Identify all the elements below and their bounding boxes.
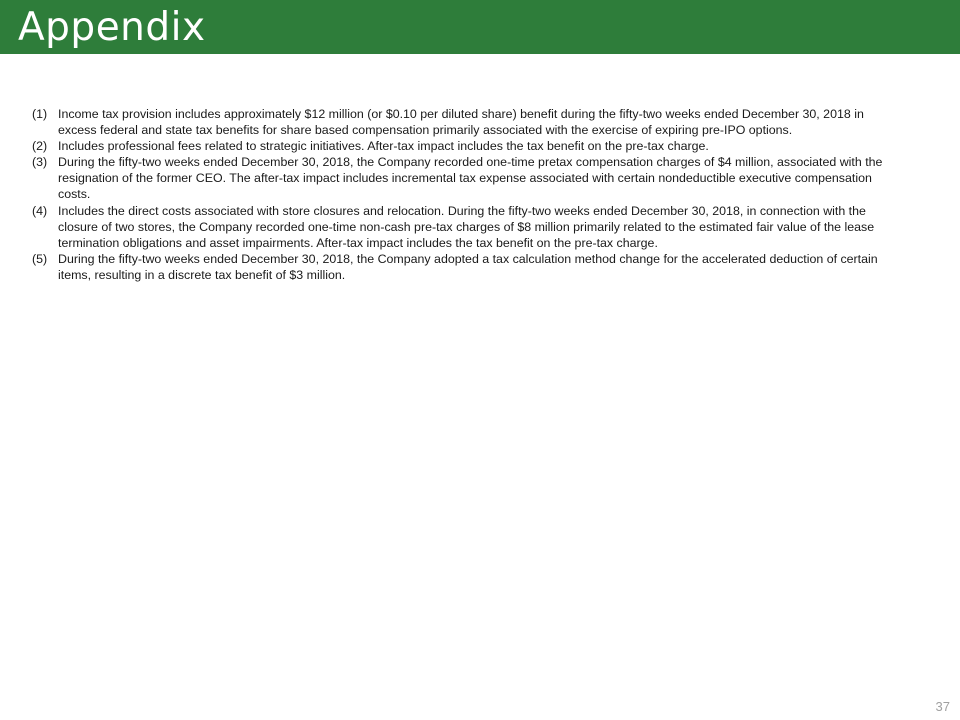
footnote-item (32, 154, 892, 202)
footnote-marker: (5) (32, 251, 48, 266)
footnote-marker: (1) (32, 107, 48, 121)
footnote-text: Income tax provision includes approximately $12 million (or $0.10 per diluted share) benefit during the fifty-two weeks ended December 30, 2018 in excess federal and state tax benefits for share based compensation primarily associated with the exercise of expiring pre-IPO options. (58, 107, 864, 138)
footnote-marker: (4) (32, 203, 48, 218)
footnote-marker: (3) (32, 155, 48, 170)
footnote-marker: (2) (32, 139, 48, 154)
footnote-item (32, 138, 892, 154)
footnote-item (32, 106, 892, 138)
footnote-text: During the fifty-two weeks ended December 30, 2018, the Company adopted a tax calculation method change for the accelerated deduction of certain items, resulting in a discrete tax benefit of $3 million. (58, 251, 878, 282)
footnote-text: During the fifty-two weeks ended December 30, 2018, the Company recorded one-time pretax compensation charges of $4 million, associated with the resignation of the former CEO. The after-tax impact includes incremental tax expense associated with certain nondeductible executive compensation costs. (58, 155, 883, 202)
page-number: 37 (935, 699, 950, 714)
page-title: Appendix (18, 5, 206, 50)
footnote-text: Includes the direct costs associated with store closures and relocation. During the fifty-two weeks ended December 30, 2018, in connection with the closure of two stores, the Company recorded one-time non-cash pre-tax charges of $8 million primarily related to the estimated fair value of the lease termination obligations and asset impairments. After-tax impact includes the tax benefit on the pre-tax charge. (58, 203, 875, 250)
footnote-text: Includes professional fees related to strategic initiatives. After-tax impact includes the tax benefit on the pre-tax charge. (58, 139, 709, 154)
footnote-item (32, 203, 892, 251)
footnote-item (32, 251, 892, 283)
title-bar (0, 0, 960, 54)
footnote-list (32, 106, 892, 283)
